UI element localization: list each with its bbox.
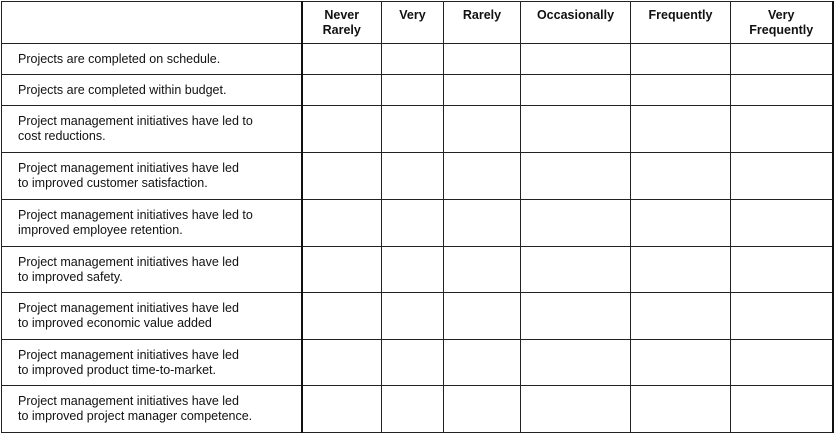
statement-text: Project management initiatives have led to improved product time-to-market. <box>18 347 239 377</box>
header-row <box>2 2 833 44</box>
column-header-very-frequently: Very Frequently <box>731 2 833 44</box>
table-row <box>2 340 833 386</box>
response-cell[interactable] <box>631 106 731 153</box>
response-cell[interactable] <box>382 106 444 153</box>
response-cell[interactable] <box>731 293 833 340</box>
response-cell[interactable] <box>302 44 382 75</box>
survey-table <box>1 1 834 433</box>
response-cell[interactable] <box>382 75 444 106</box>
response-cell[interactable] <box>382 340 444 386</box>
response-cell[interactable] <box>631 247 731 293</box>
statement-cell <box>2 200 302 247</box>
response-cell[interactable] <box>521 75 631 106</box>
response-cell[interactable] <box>631 293 731 340</box>
response-cell[interactable] <box>302 75 382 106</box>
response-cell[interactable] <box>444 153 521 200</box>
response-cell[interactable] <box>444 386 521 433</box>
response-cell[interactable] <box>444 293 521 340</box>
statement-cell <box>2 386 302 433</box>
statement-text: Project management initiatives have led to improved economic value added <box>18 301 239 330</box>
response-cell[interactable] <box>731 247 833 293</box>
response-cell[interactable] <box>382 293 444 340</box>
response-cell[interactable] <box>631 200 731 247</box>
response-cell[interactable] <box>731 153 833 200</box>
statement-cell <box>2 44 302 75</box>
table-row <box>2 75 833 106</box>
response-cell[interactable] <box>631 386 731 433</box>
response-cell[interactable] <box>444 247 521 293</box>
response-cell[interactable] <box>731 75 833 106</box>
response-cell[interactable] <box>631 153 731 200</box>
response-cell[interactable] <box>302 293 382 340</box>
statement-text: Projects are completed within budget. <box>18 82 227 97</box>
column-header-never-rarely: Never Rarely <box>302 2 382 44</box>
response-cell[interactable] <box>631 44 731 75</box>
response-cell[interactable] <box>521 200 631 247</box>
statement-cell <box>2 153 302 200</box>
statement-text: Project management initiatives have led to improved safety. <box>18 254 239 284</box>
response-cell[interactable] <box>382 200 444 247</box>
response-cell[interactable] <box>731 44 833 75</box>
response-cell[interactable] <box>521 44 631 75</box>
statement-text: Project management initiatives have led to cost reductions. <box>18 114 253 143</box>
column-header-occasionally: Occasionally <box>521 2 631 44</box>
statement-text: Projects are completed on schedule. <box>18 51 221 66</box>
response-cell[interactable] <box>302 153 382 200</box>
table-row <box>2 153 833 200</box>
response-cell[interactable] <box>631 340 731 386</box>
table-row <box>2 247 833 293</box>
column-header-frequently: Frequently <box>631 2 731 44</box>
response-cell[interactable] <box>382 44 444 75</box>
table-row <box>2 44 833 75</box>
response-cell[interactable] <box>382 153 444 200</box>
statement-text: Project management initiatives have led to improved project manager competence. <box>18 394 253 423</box>
statement-cell <box>2 293 302 340</box>
response-cell[interactable] <box>444 200 521 247</box>
response-cell[interactable] <box>521 247 631 293</box>
response-cell[interactable] <box>444 44 521 75</box>
response-cell[interactable] <box>521 386 631 433</box>
response-cell[interactable] <box>382 247 444 293</box>
response-cell[interactable] <box>631 75 731 106</box>
response-cell[interactable] <box>382 386 444 433</box>
statement-cell <box>2 75 302 106</box>
column-header-rarely: Rarely <box>444 2 521 44</box>
statement-text: Project management initiatives have led to improved employee retention. <box>18 208 253 237</box>
statement-cell <box>2 340 302 386</box>
column-header-very: Very <box>382 2 444 44</box>
response-cell[interactable] <box>302 247 382 293</box>
response-cell[interactable] <box>302 386 382 433</box>
table-row <box>2 386 833 433</box>
response-cell[interactable] <box>521 293 631 340</box>
response-cell[interactable] <box>444 340 521 386</box>
table-row <box>2 293 833 340</box>
statement-cell <box>2 106 302 153</box>
response-cell[interactable] <box>521 153 631 200</box>
response-cell[interactable] <box>444 106 521 153</box>
table-row <box>2 106 833 153</box>
response-cell[interactable] <box>731 106 833 153</box>
response-cell[interactable] <box>302 340 382 386</box>
response-cell[interactable] <box>302 200 382 247</box>
response-cell[interactable] <box>302 106 382 153</box>
response-cell[interactable] <box>444 75 521 106</box>
response-cell[interactable] <box>521 106 631 153</box>
survey-body <box>2 44 833 433</box>
statement-column-header <box>2 2 302 44</box>
response-cell[interactable] <box>731 386 833 433</box>
response-cell[interactable] <box>731 200 833 247</box>
table-row <box>2 200 833 247</box>
response-cell[interactable] <box>731 340 833 386</box>
statement-text: Project management initiatives have led to improved customer satisfaction. <box>18 161 239 190</box>
response-cell[interactable] <box>521 340 631 386</box>
statement-cell <box>2 247 302 293</box>
